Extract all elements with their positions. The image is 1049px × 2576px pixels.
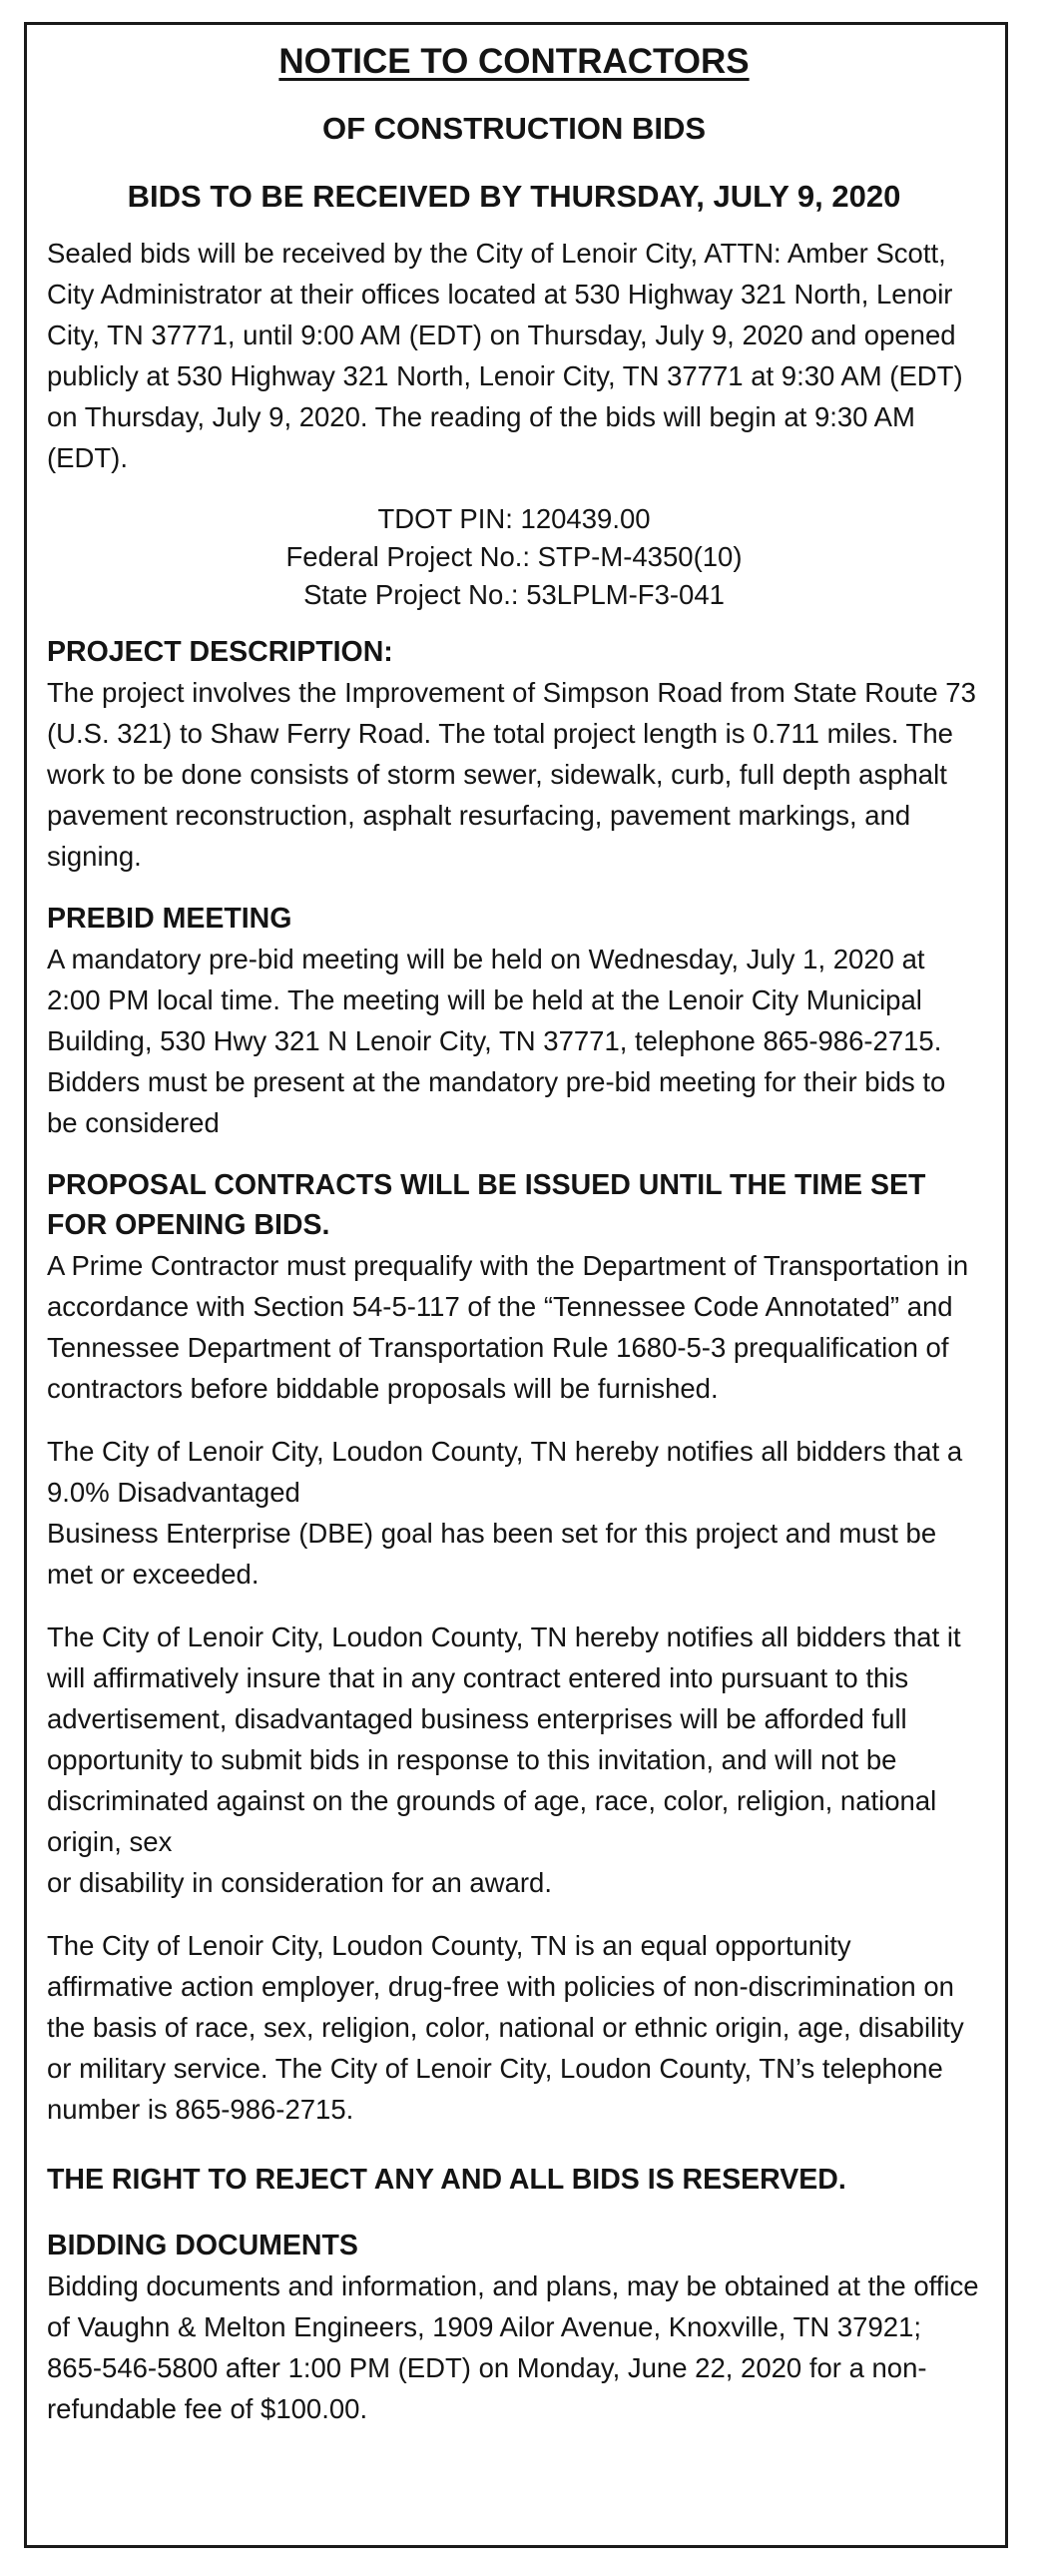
tdot-pin: TDOT PIN: 120439.00 — [377, 503, 651, 534]
project-description-section — [47, 632, 981, 877]
affirmative-line-2: or disability in consideration for an award. — [47, 1867, 552, 1898]
affirmative-line-1: The City of Lenoir City, Loudon County, TN hereby notifies all bidders that it will affirmatively insure that in any contract entered into pursuant to this advertisement, disadvantaged business enterprises will be afforded full opportunity to submit bids in response to this invitation, and will not be discriminated against on the grounds of age, race, color, religion, national origin, sex — [47, 1621, 961, 1857]
notice-title: NOTICE TO CONTRACTORS — [278, 42, 750, 81]
affirmative-section — [47, 1616, 981, 1903]
proposal-heading: PROPOSAL CONTRACTS WILL BE ISSUED UNTIL THE TIME SET FOR OPENING BIDS. — [47, 1169, 926, 1241]
bidding-documents-text: Bidding documents and information, and plans, may be obtained at the office of Vaughn & Melton Engineers, 1909 Ailor Avenue, Knoxville, TN 37921; 865-546-5800 after 1:00 PM (EDT) on Monday, June 22, 2020 for a non-refundable fee of $100.00. — [47, 2270, 979, 2424]
dbe-section — [47, 1431, 981, 1595]
notice-box — [24, 22, 1008, 2548]
dbe-line-2: Business Enterprise (DBE) goal has been set for this project and must be met or exceeded. — [47, 1518, 937, 1590]
bids-deadline: BIDS TO BE RECEIVED BY THURSDAY, JULY 9, 2020 — [127, 179, 901, 214]
notice-subtitle: OF CONSTRUCTION BIDS — [321, 111, 707, 146]
prebid-text: A mandatory pre-bid meeting will be held on Wednesday, July 1, 2020 at 2:00 PM local time. The meeting will be held at the Lenoir City Municipal Building, 530 Hwy 321 N Lenoir City, TN 37771, telephone 865-986-2715. Bidders must be present at the mandatory pre-bid meeting for their bids to be considered — [47, 944, 946, 1138]
intro-paragraph: Sealed bids will be received by the City of Lenoir City, ATTN: Amber Scott, City Administrator at their offices located at 530 Highway 321 North, Lenoir City, TN 37771, until 9:00 AM (EDT) on Thursday, July 9, 2020 and opened publicly at 530 Highway 321 North, Lenoir City, TN 37771 at 9:30 AM (EDT) on Thursday, July 9, 2020. The reading of the bids will begin at 9:30 AM (EDT). — [47, 238, 963, 473]
dbe-line-1: The City of Lenoir City, Loudon County, TN hereby notifies all bidders that a 9.0% Disadvantaged — [47, 1436, 963, 1508]
equal-opportunity-paragraph: The City of Lenoir City, Loudon County, TN is an equal opportunity affirmative action employer, drug-free with policies of non-discrimination on the basis of race, sex, religion, color, national or ethnic origin, age, disability or military service. The City of Lenoir City, Loudon County, TN’s telephone number is 865-986-2715. — [47, 1930, 964, 2125]
prebid-heading: PREBID MEETING — [47, 903, 292, 935]
prebid-section — [47, 899, 981, 1143]
project-description-text: The project involves the Improvement of Simpson Road from State Route 73 (U.S. 321) to Shaw Ferry Road. The total project length is 0.711 miles. The work to be done consists of storm sewer, sidewalk, curb, full depth asphalt pavement reconstruction, asphalt resurfacing, pavement markings, and signing. — [47, 677, 976, 872]
bidding-documents-heading: BIDDING DOCUMENTS — [47, 2230, 358, 2261]
project-ids — [47, 500, 981, 614]
project-description-heading: PROJECT DESCRIPTION: — [47, 636, 393, 668]
bidding-documents-section — [47, 2226, 981, 2429]
proposal-text: A Prime Contractor must prequalify with the Department of Transportation in accordance with Section 54-5-117 of the “Tennessee Code Annotated” and Tennessee Department of Transportation Rule 1680-5-3 prequalification of contractors before biddable proposals will be furnished. — [47, 1250, 969, 1404]
state-project-number: State Project No.: 53LPLM-F3-041 — [303, 579, 725, 610]
reject-statement: THE RIGHT TO REJECT ANY AND ALL BIDS IS RESERVED. — [47, 2164, 846, 2196]
proposal-section — [47, 1165, 981, 1409]
federal-project-number: Federal Project No.: STP-M-4350(10) — [285, 541, 743, 572]
